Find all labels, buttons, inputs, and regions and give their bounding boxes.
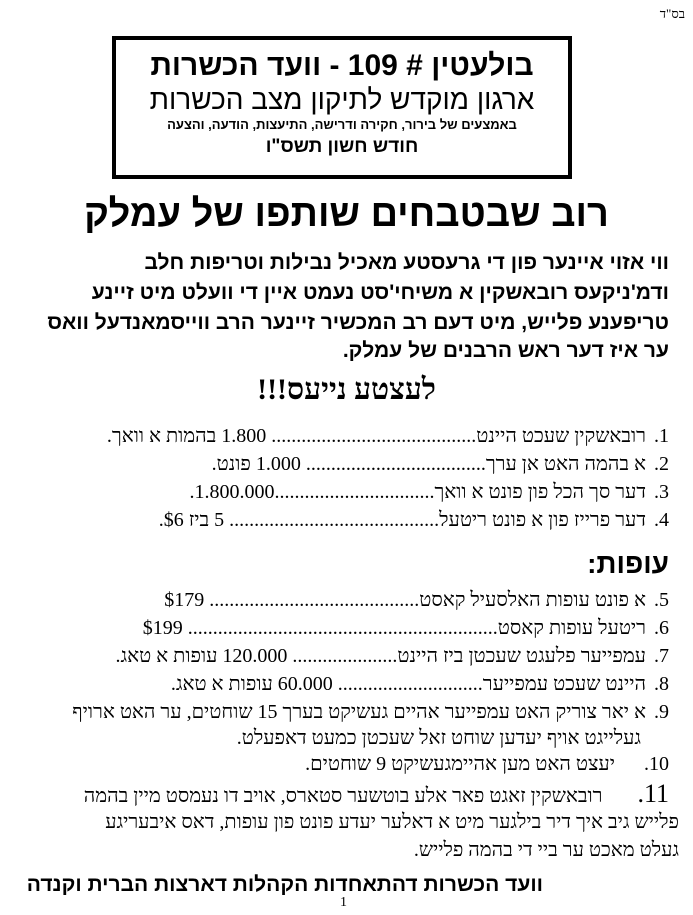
list-item xyxy=(19,480,669,504)
bulletin-header-box xyxy=(112,36,572,179)
bsd-mark: בס"ד xyxy=(659,6,685,21)
list-item xyxy=(19,616,669,640)
list-item-continuation: געלט מאכט ער ביי די בהמה פלייש. xyxy=(413,839,679,861)
list-item-number: 6. xyxy=(654,617,669,639)
organization-means: באמצעים של בירור, חקירה ודרישה, התיעצות, הודעה, והצעה xyxy=(167,117,517,132)
page-number: 1 xyxy=(340,895,347,910)
list-item-continuation: געלייגט אויף יעדען שוחט זאל שעכטן כמעט דאפעלט. xyxy=(236,727,641,749)
organization-name: ארגון מוקדש לתיקון מצב הכשרות xyxy=(149,84,535,115)
list-item xyxy=(19,700,669,724)
list-item-number: 10. xyxy=(644,753,669,775)
list-item xyxy=(19,424,669,448)
list-item-text: א פונט עופות האלסעיל קאסט.......................................... $179 xyxy=(164,589,646,611)
list-item-number: 9. xyxy=(654,701,669,723)
list-item xyxy=(19,452,669,476)
list-item xyxy=(19,508,669,532)
list-item-text: יעצט האט מען אהיימגעשיקט 9 שוחטים. xyxy=(305,753,615,775)
list-item-number: 3. xyxy=(654,481,669,503)
bulletin-title: בולעטין # 109 - וועד הכשרות xyxy=(150,49,534,82)
list-item-text: עמפייער פלעגט שעכטן ביז היינט..................... 120.000 עופות א טאג. xyxy=(115,645,646,667)
list-item-text: א יאר צוריק האט עמפייער אהיים געשיקט בערך 15 שוחטים, ער האט ארויף xyxy=(72,701,646,723)
list-item xyxy=(19,672,669,696)
subhead-line-2: ודמ'ניקעס רובאשקין א משיחי'סט נעמט איין די וועלט מיט זיינע xyxy=(91,281,669,304)
list-item-text: היינט שעכט עמפייער............................. 60.000 עופות א טאג. xyxy=(170,673,646,695)
list-item xyxy=(19,644,669,668)
subhead-line-1: ווי אזוי איינער פון די גרעסטע מאכיל נבילות וטריפות חלב xyxy=(144,251,669,274)
list-item-number: 8. xyxy=(654,673,669,695)
list-item-number: 4. xyxy=(654,509,669,531)
list-item-number: 11. xyxy=(637,779,669,808)
headline: רוב שבטבחים שותפו של עמלק xyxy=(84,193,609,235)
list-item-number: 2. xyxy=(654,453,669,475)
list-item-continuation: פלייש גיב איך דיר בילגער מיט א דאלער יעדע פונט פון עופות, דאס איבעריגע xyxy=(105,811,679,833)
list-item-number: 1. xyxy=(654,425,669,447)
list-item xyxy=(19,752,669,776)
poultry-heading: עופות: xyxy=(587,548,669,579)
list-item xyxy=(19,588,669,612)
list-item-number: 7. xyxy=(654,645,669,667)
latest-news-heading: לעצטע נייעס!!! xyxy=(257,373,436,406)
list-item xyxy=(19,779,669,808)
list-item-text: דער פרייז פון א פונט ריטעל.......................................... 5 ביז $6. xyxy=(158,509,646,531)
subhead-line-4: ער איז דער ראש הרבנים של עמלק. xyxy=(342,339,669,362)
bulletin-date: חודש חשון תשס"ו xyxy=(265,136,419,157)
list-item-text: רובאשקין שעכט היינט......................................... 1.800 בהמות א וואך. xyxy=(106,425,646,447)
list-item-text: דער סך הכל פון פונט א וואך................................1.800.000. xyxy=(189,481,646,503)
list-item-number: 5. xyxy=(654,589,669,611)
subhead-line-3: טריפענע פלייש, מיט דעם רב המכשיר זיינער הרב ווייסמאנדעל וואס xyxy=(47,311,669,334)
list-item-text: א בהמה האט אן ערך.................................... 1.000 פונט. xyxy=(211,453,646,475)
list-item-text: רובאשקין זאגט פאר אלע בוטשער סטארס, אויב דו נעמסט מיין בהמה xyxy=(83,785,603,807)
list-item-text: ריטעל עופות קאסט.............................................................. $199 xyxy=(142,617,646,639)
footer-organization: וועד הכשרות דהתאחדות הקהלות דארצות הברית וקנדה xyxy=(26,873,543,896)
